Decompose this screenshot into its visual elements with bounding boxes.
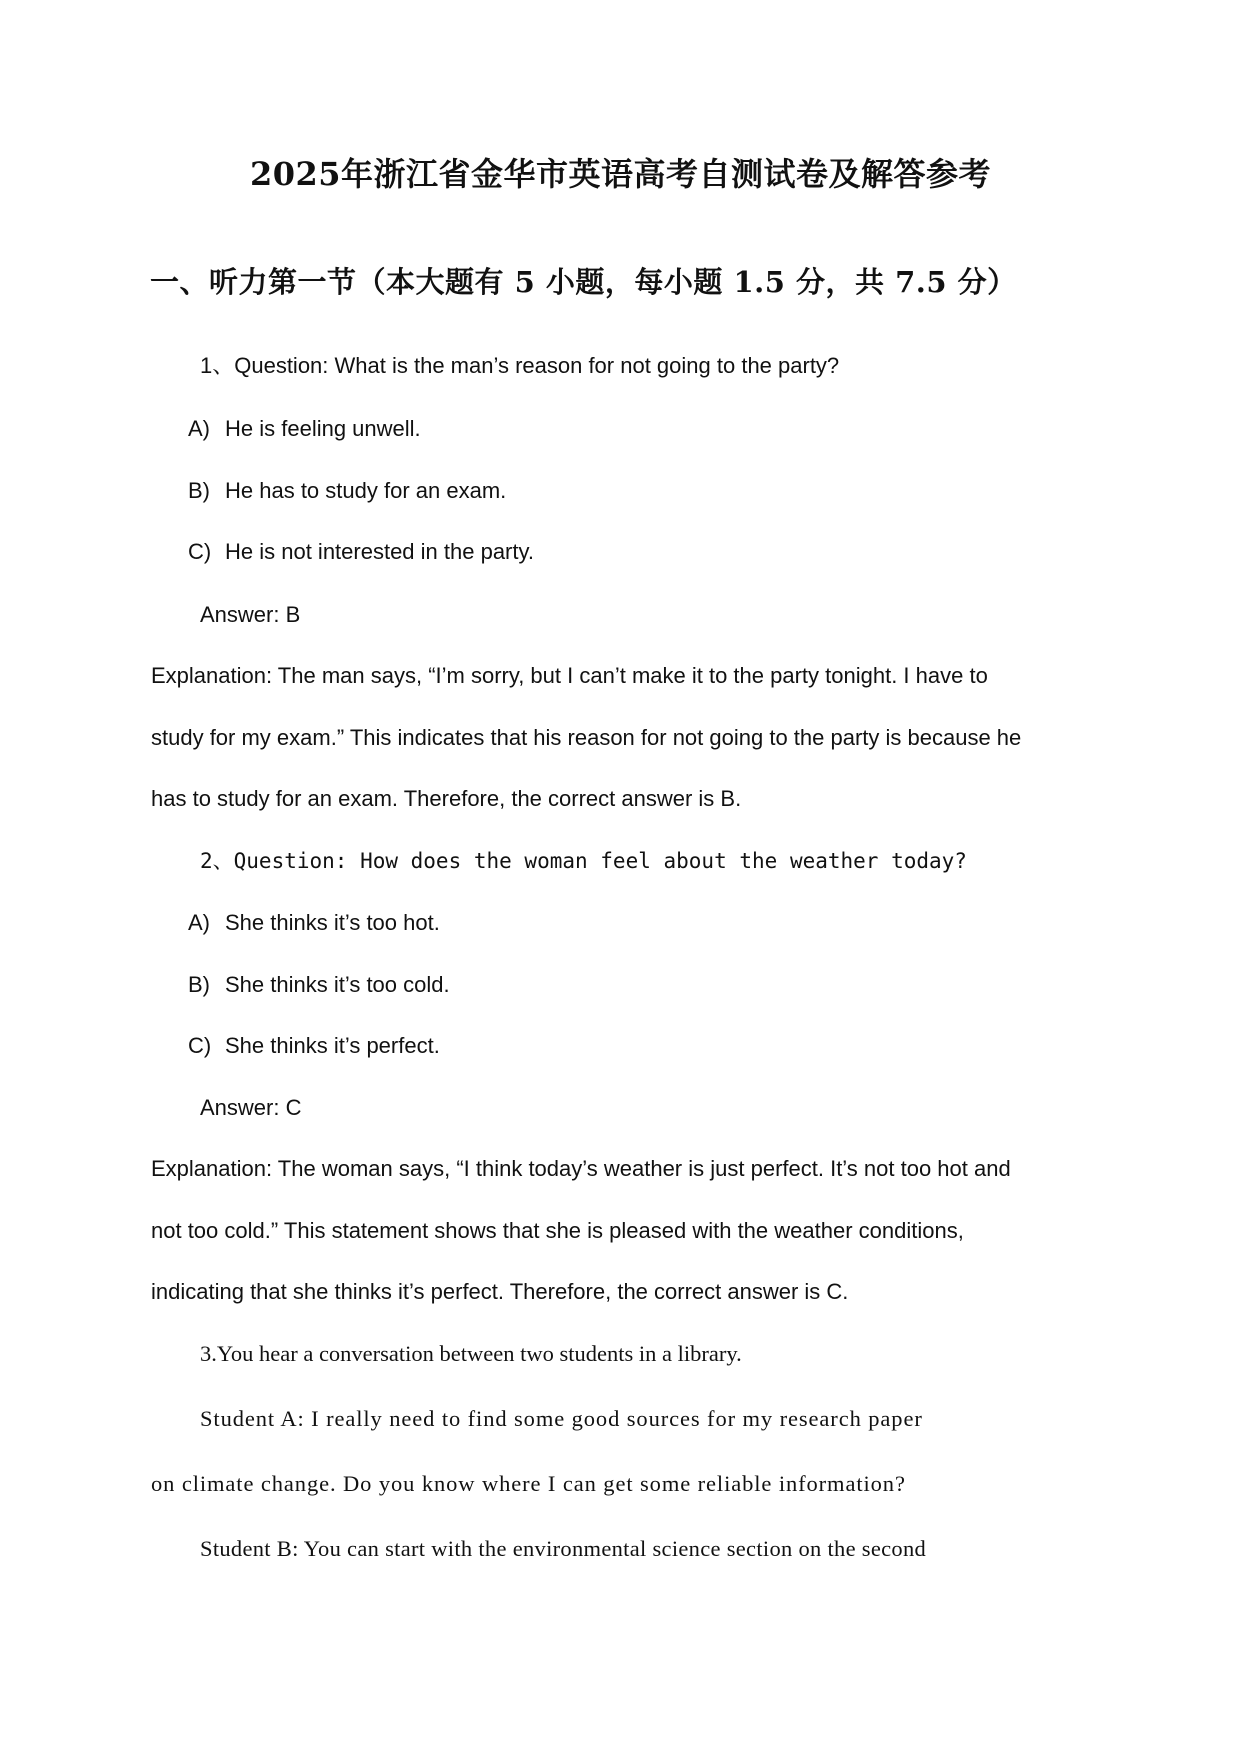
question-1-option-b [188,480,506,502]
option-text: He is not interested in the party. [225,539,534,564]
option-letter: C) [188,539,212,564]
option-letter: A) [188,416,210,441]
question-2-answer: Answer: C [200,1095,302,1120]
option-letter: B) [188,478,210,503]
question-2-option-b [188,974,450,996]
option-text: She thinks it’s too hot. [225,910,440,935]
question-3-prompt: 3.You hear a conversation between two students in a library. [200,1341,742,1366]
question-2-option-a [188,912,440,934]
question-1-answer: Answer: B [200,602,301,627]
question-2-explanation-line-3: indicating that she thinks it’s perfect. Therefore, the correct answer is C. [151,1279,849,1304]
option-text: She thinks it’s perfect. [225,1033,440,1058]
question-2-option-c [188,1035,440,1057]
question-2-explanation-line-1: Explanation: The woman says, “I think today’s weather is just perfect. It’s not too hot and [151,1156,1011,1181]
option-letter: B) [188,972,210,997]
dialogue-line-1: Student A: I really need to find some good sources for my research paper [200,1406,923,1431]
question-2-explanation-line-2: not too cold.” This statement shows that she is pleased with the weather conditions, [151,1218,964,1243]
question-2-prompt: 2、Question: How does the woman feel about the weather today? [200,849,967,873]
option-text: He is feeling unwell. [225,416,421,441]
option-text: She thinks it’s too cold. [225,972,450,997]
question-1-explanation-line-1: Explanation: The man says, “I’m sorry, but I can’t make it to the party tonight. I have to [151,663,988,688]
question-1-option-a [188,418,421,440]
question-1-prompt: 1、Question: What is the man’s reason for not going to the party? [200,353,840,378]
section-heading: 一、听力第一节（本大题有 5 小题，每小题 1.5 分，共 7.5 分） [150,265,1017,299]
dialogue-line-2: on climate change. Do you know where I can get some reliable information? [151,1471,906,1496]
question-1-explanation-line-3: has to study for an exam. Therefore, the correct answer is B. [151,786,742,811]
question-1-explanation-line-2: study for my exam.” This indicates that his reason for not going to the party is because he [151,725,1022,750]
dialogue-line-3: Student B: You can start with the environmental science section on the second [200,1536,927,1561]
document-title: 2025年浙江省金华市英语高考自测试卷及解答参考 [249,155,992,193]
option-letter: C) [188,1033,212,1058]
question-1-option-c [188,541,534,563]
option-text: He has to study for an exam. [225,478,507,503]
option-letter: A) [188,910,210,935]
